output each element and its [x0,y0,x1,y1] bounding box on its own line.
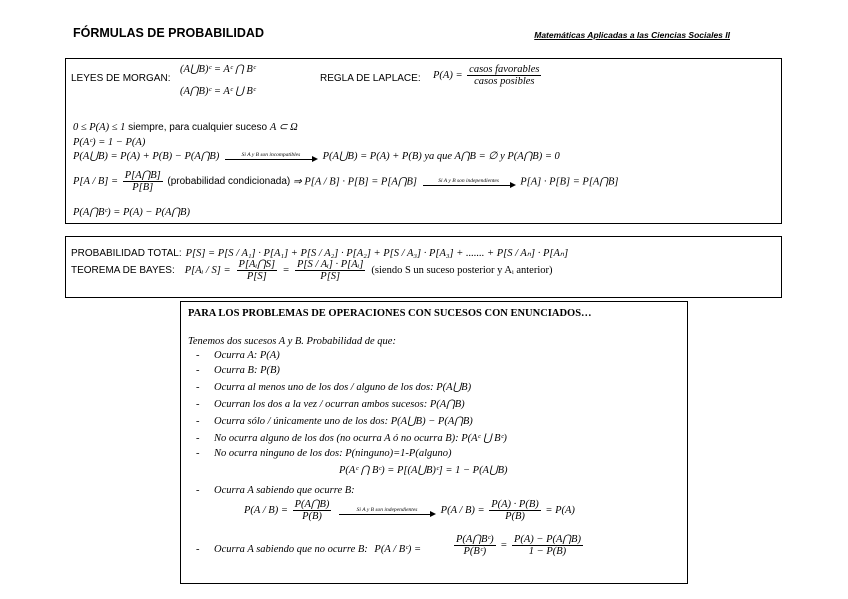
bayes-fraction-2 [295,259,365,282]
laplace-numerator: casos favorables [469,64,540,75]
list-item: - Ocurra A sabiendo que no ocurre B: P(A / Bᶜ) = [196,544,422,556]
range-text: siempre, para cualquier suceso [125,122,270,133]
laplace-label: REGLA DE LAPLACE: [320,73,421,84]
list-item: - Ocurra A: P(A) [196,350,280,361]
cond-numerator-1: P(A⋂B) [294,499,330,510]
not-cond-numerator-1: P(A⋂Bᶜ) [456,534,494,545]
not-cond-denominator-1: P(Bᶜ) [463,546,487,558]
not-cond-fraction-1 [454,534,496,557]
union-note: ya que A⋂B = ∅ y P(A⋂B) = 0 [421,151,560,162]
total-label: PROBABILIDAD TOTAL: [71,248,182,259]
independent-arrow-label: Si A y B son independientes [438,177,499,184]
union-formula [73,150,560,162]
laplace-lhs: P(A) = [433,70,463,82]
list-item: - Ocurra B: P(B) [196,365,280,376]
not-cond-lhs: P(A / Bᶜ) = [374,544,422,556]
bayes-numerator-1: P[Aᵢ⋂S] [238,259,276,270]
union-rhs: P(A⋃B) = P(A) + P(B) [322,151,422,162]
cond-fraction [123,170,163,193]
cond-denominator-1: P(B) [302,511,322,523]
laplace-fraction [467,64,541,87]
morgan-label: LEYES DE MORGAN: [71,73,171,84]
laplace-denominator: casos posibles [474,76,535,88]
cond-fraction-2 [489,499,541,522]
cond-rhs: P[A] · P[B] = P[A⋂B] [520,176,619,188]
not-cond-numerator-2: P(A) − P(A⋂B) [513,534,581,545]
union-lhs: P(A⋃B) = P(A) + P(B) − P(A⋂B) [73,151,220,162]
probability-range [73,121,298,133]
cond-text: (probabilidad condicionada) [167,176,291,188]
list-item: - No ocurra ninguno de los dos: P(ninguno)=1-P(alguno) [196,448,452,459]
range-set: A ⊂ Ω [269,122,298,133]
list-item: - Ocurra A sabiendo que ocurre B: [196,485,355,496]
list-item: - No ocurra alguno de los dos (no ocurra A ó no ocurra B): P(Aᶜ ⋃ Bᶜ) [196,433,507,444]
cond-fraction-1 [293,499,332,522]
complement-formula: P(Aᶜ) = 1 − P(A) [73,137,146,148]
cond-mid: ⇒ P[A / B] · P[B] = P[A⋂B] [292,176,417,188]
page-subtitle: Matemáticas Aplicadas a las Ciencias Sociales II [534,30,730,40]
list-item: - Ocurran los dos a la vez / ocurran ambos sucesos: P(A⋂B) [196,399,465,410]
not-cond-fraction-2 [512,534,583,557]
incompatible-arrow [225,152,317,160]
bayes-row: TEOREMA DE BAYES: P[Aᵢ / S] = $\frac{\text{P[Aᵢ⋂S]}}{P[S]}$ = $\frac{\text{P[S / Aᵢ] · P[Aᵢ]}}{P[S]}$ (siendo S un suceso posterior y Aᵢ anterior) [71,259,553,283]
bayes-denominator-1: P[S] [246,271,267,283]
cond-denominator-2: P(B) [505,511,525,523]
word-problems-intro: Tenemos dos sucesos A y B. Probabilidad de que: [188,336,396,347]
total-formula: P[S] = P[S / A₁] · P[A₁] + P[S / A₂] · P[A₂] + P[S / A₃] · P[A₃] + ....... + P[S / Aₙ] · P[Aₙ] [185,248,569,259]
page-title: FÓRMULAS DE PROBABILIDAD [73,26,264,40]
word-problems-title: PARA LOS PROBLEMAS DE OPERACIONES CON SUCESOS CON ENUNCIADOS… [188,308,592,319]
not-cond-eq: = [500,540,508,552]
range-formula: 0 ≤ P(A) ≤ 1 [73,122,126,133]
bayes-numerator-2: P[S / Aᵢ] · P[Aᵢ] [296,259,364,270]
cond-numerator-2: P(A) · P(B) [491,499,539,510]
cond-lhs: P[A / B] = [73,176,119,188]
not-cond-fractions [452,534,585,557]
cond-lhs: P(A / B) = [244,505,288,517]
bayes-note: (siendo S un suceso posterior y Aᵢ anterior) [371,265,553,277]
bayes-denominator-2: P[S] [320,271,341,283]
laplace-formula [433,64,543,87]
independent-arrow [423,178,515,186]
bayes-label: TEOREMA DE BAYES: [71,265,175,277]
basic-formulas-box [65,58,782,224]
cond-independent-formula [244,499,575,522]
cond-mid: P(A / B) = [440,505,485,517]
cond-numerator: P[A⋂B] [124,170,161,181]
list-item: - Ocurra sólo / únicamente uno de los dos: P(A⋃B) − P(A⋂B) [196,416,473,427]
conditional-formula [73,170,618,193]
cond-denominator: P[B] [132,182,154,194]
incompatible-arrow-label: Si A y B son incompatibles [241,152,301,158]
not-cond-denominator-2: 1 − P(B) [528,546,567,558]
difference-formula: P(A⋂Bᶜ) = P(A) − P(A⋂B) [73,207,190,218]
morgan-law-1: (A⋃B)ᶜ = Aᶜ ⋂ Bᶜ [180,64,256,75]
cond-rhs: = P(A) [545,505,575,517]
independent-arrow-2-label: Si A y B son independientes [356,506,418,513]
list-item: - Ocurra al menos uno de los dos / alguno de los dos: P(A⋃B) [196,382,472,393]
bayes-lhs: P[Aᵢ / S] = [184,265,231,277]
morgan-law-2: (A⋂B)ᶜ = Aᶜ ⋃ Bᶜ [180,86,256,97]
bayes-fraction-1 [237,259,278,282]
ninguno-formula: P(Aᶜ ⋂ Bᶜ) = P[(A⋃B)ᶜ] = 1 − P(A⋃B) [339,465,508,476]
independent-arrow-2 [339,507,435,515]
